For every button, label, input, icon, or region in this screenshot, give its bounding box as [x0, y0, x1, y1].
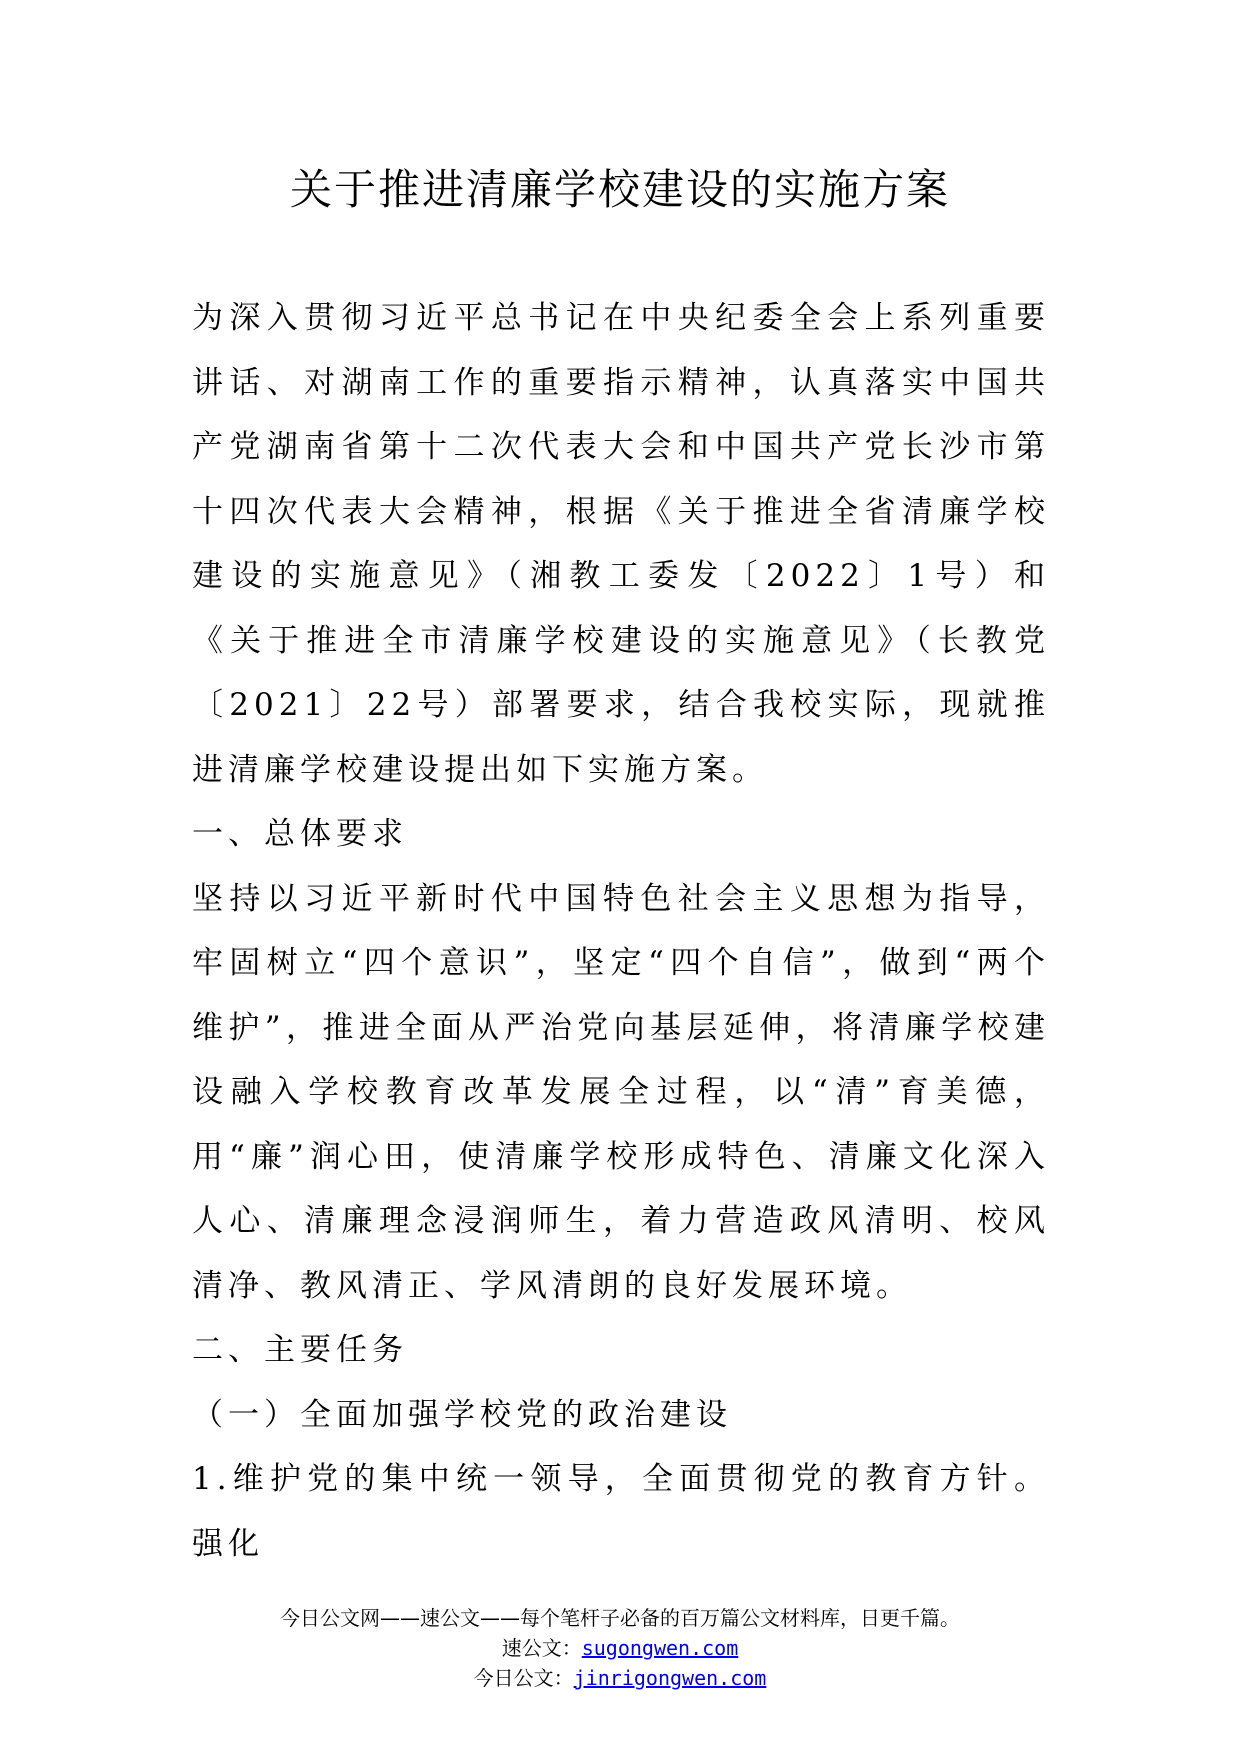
- task-item-1: 1.维护党的集中统一领导，全面贯彻党的教育方针。强化: [192, 1461, 1050, 1562]
- subsection-heading-political-construction: （一）全面加强学校党的政治建设: [192, 1396, 732, 1433]
- sugongwen-link[interactable]: sugongwen.com: [581, 1636, 739, 1660]
- jinri-link[interactable]: jinrigongwen.com: [573, 1666, 767, 1690]
- page-title: 关于推进清廉学校建设的实施方案: [289, 165, 950, 214]
- section-heading-general-requirements: 一、总体要求: [192, 816, 408, 852]
- general-requirements-paragraph: 坚持以习近平新时代中国特色社会主义思想为指导，牢固树立“四个意识”，坚定“四个自信”，做到“两个维护”，推进全面从严治党向基层延伸，将清廉学校建设融入学校教育改革发展全过程，以“清”育美德，用“廉”润心田，使清廉学校形成特色、清廉文化深入人心、清廉理念浸润师生，着力营造政风清明、校风清净、教风清正、学风清朗的良好发展环境。: [192, 880, 1050, 1304]
- footer-sugongwen-line: [0, 1633, 1240, 1663]
- intro-paragraph: 为深入贯彻习近平总书记在中央纪委全会上系列重要讲话、对湖南工作的重要指示精神，认真落实中国共产党湖南省第十二次代表大会和中国共产党长沙市第十四次代表大会精神，根据《关于推进全省清廉学校建设的实施意见》（湘教工委发〔2022〕1号）和《关于推进全市清廉学校建设的实施意见》（长教党〔2021〕22号）部署要求，结合我校实际，现就推进清廉学校建设提出如下实施方案。: [192, 300, 1050, 788]
- document-body: [192, 286, 1050, 1576]
- sugongwen-label: 速公文：: [501, 1636, 582, 1660]
- footer-slogan: 今日公文网——速公文——每个笔杆子必备的百万篇公文材料库，日更千篇。: [280, 1606, 960, 1630]
- page-footer: [0, 1603, 1240, 1693]
- jinri-label: 今日公文：: [473, 1666, 574, 1690]
- section-heading-main-tasks: 二、主要任务: [192, 1332, 408, 1368]
- footer-jinri-line: [0, 1663, 1240, 1693]
